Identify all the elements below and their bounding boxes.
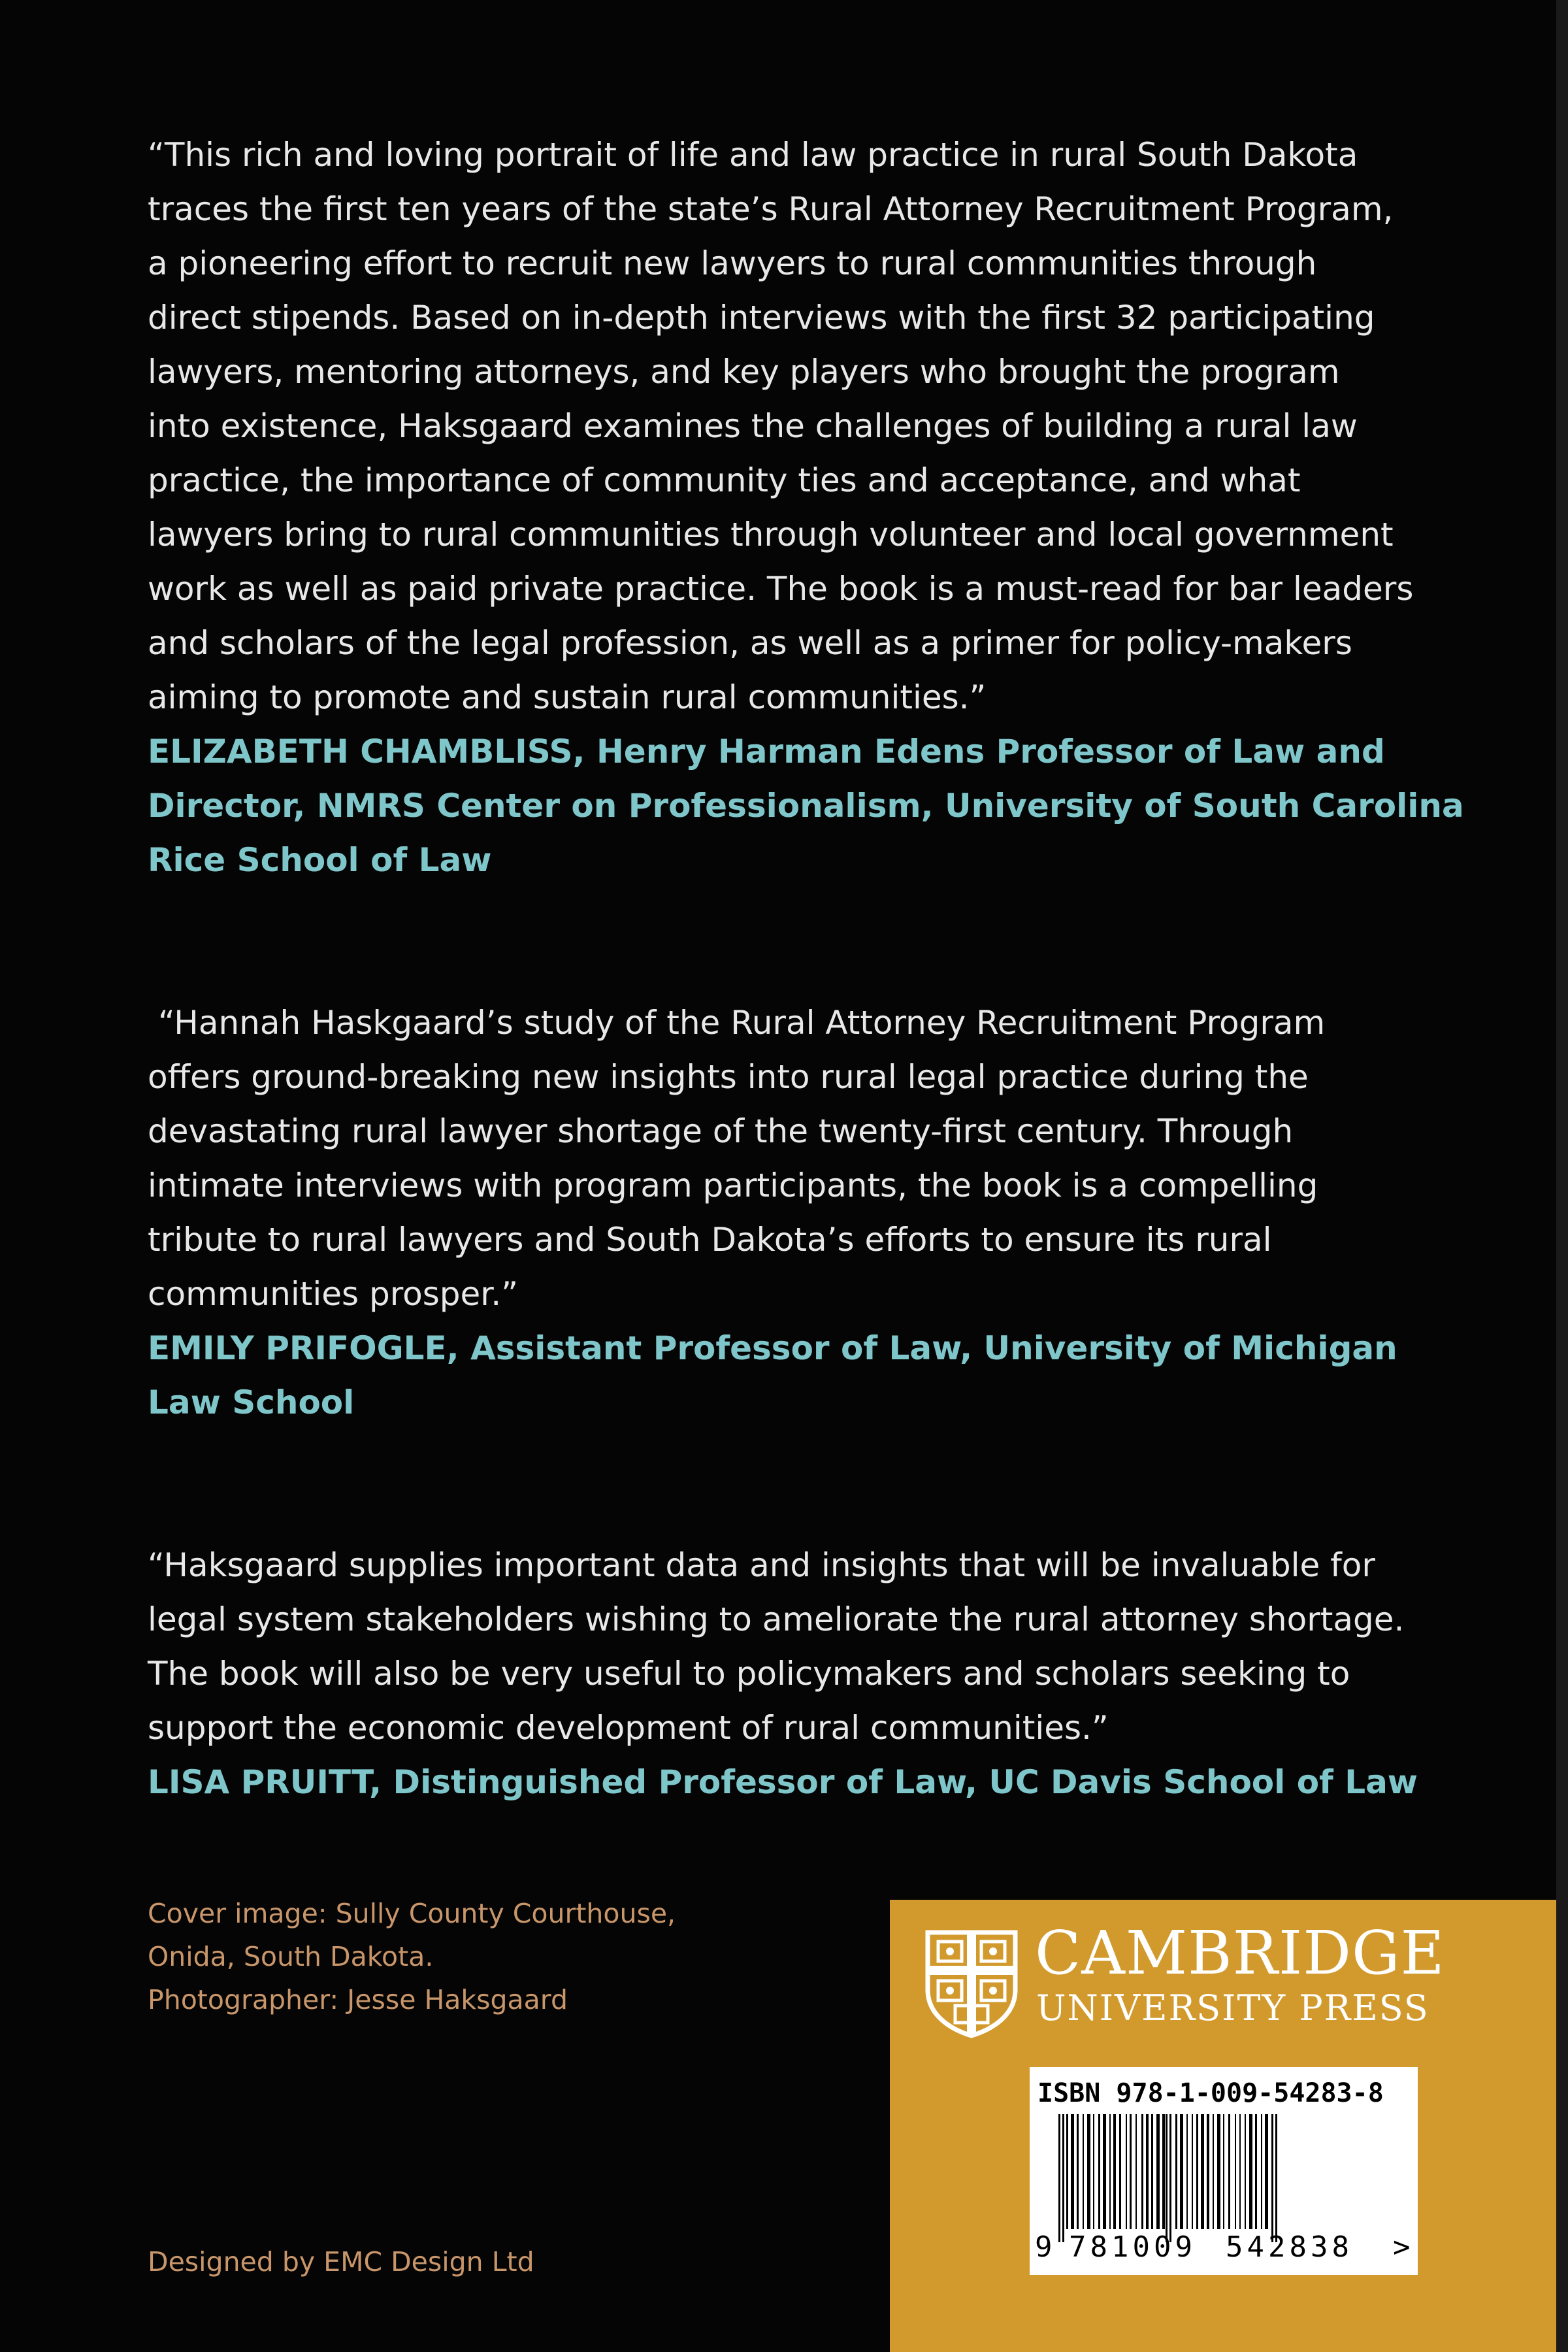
endorsement-quote xyxy=(148,996,1454,1321)
quote-line: communities prosper.” xyxy=(148,1275,519,1313)
barcode-bar xyxy=(1249,2114,1252,2229)
quote-line: support the economic development of rural communities.” xyxy=(148,1709,1109,1747)
quote-line: aiming to promote and sustain rural communities.” xyxy=(148,678,987,716)
attribution-line: ELIZABETH CHAMBLISS, Henry Harman Edens Professor of Law and xyxy=(148,733,1385,770)
spine-edge xyxy=(1556,0,1568,2352)
barcode-bar xyxy=(1201,2114,1204,2229)
barcode-bar xyxy=(1141,2114,1143,2229)
barcode-bar xyxy=(1071,2114,1074,2229)
barcode-bar xyxy=(1156,2114,1160,2229)
spacer xyxy=(148,887,1454,996)
quote-line: direct stipends. Based on in-depth interviews with the first 32 participating xyxy=(148,299,1375,337)
endorsements xyxy=(148,128,1464,1810)
credit-line: Onida, South Dakota. xyxy=(148,1941,434,1972)
barcode-bar xyxy=(1113,2114,1116,2229)
barcode-bar xyxy=(1180,2114,1183,2229)
cover-credits xyxy=(148,1892,676,2021)
barcode-digits-right: 542838 xyxy=(1226,2230,1353,2264)
quote-line: intimate interviews with program participants, the book is a compelling xyxy=(148,1167,1318,1204)
quote-line: legal system stakeholders wishing to ameliorate the rural attorney shortage. xyxy=(148,1600,1405,1638)
barcode-arrow: > xyxy=(1393,2230,1411,2264)
isbn-barcode xyxy=(1030,2067,1418,2275)
barcode-digit-first: 9 xyxy=(1035,2230,1053,2264)
barcode-bar xyxy=(1083,2114,1084,2229)
isbn-label: ISBN 978-1-009-54283-8 xyxy=(1037,2078,1384,2108)
quote-line: “This rich and loving portrait of life and law practice in rural South Dakota xyxy=(148,136,1358,174)
barcode-guard-bar xyxy=(1166,2114,1168,2242)
barcode-bar xyxy=(1213,2114,1214,2229)
endorsement-attribution xyxy=(148,725,1464,887)
quote-line: practice, the importance of community ties and acceptance, and what xyxy=(148,461,1301,499)
attribution-line: LISA PRUITT, Distinguished Professor of Law, UC Davis School of Law xyxy=(148,1763,1418,1801)
quote-line: traces the first ten years of the state’s Rural Attorney Recruitment Program, xyxy=(148,190,1394,228)
endorsement-quote xyxy=(148,1538,1454,1755)
barcode-bar xyxy=(1245,2114,1246,2229)
endorsement-attribution xyxy=(148,1755,1454,1810)
barcode-guard-bar xyxy=(1169,2114,1171,2242)
barcode-bar xyxy=(1066,2114,1068,2229)
attribution-line: Director, NMRS Center on Professionalism, University of South Carolina xyxy=(148,787,1464,825)
barcode-bar xyxy=(1146,2114,1149,2229)
barcode-bar xyxy=(1162,2114,1165,2229)
barcode-bar xyxy=(1119,2114,1121,2229)
publisher-panel xyxy=(890,1900,1556,2352)
barcode-bar xyxy=(1186,2114,1188,2229)
barcode-guard-bar xyxy=(1058,2114,1060,2242)
endorsement-quote xyxy=(148,128,1454,725)
barcode-bar xyxy=(1223,2114,1224,2229)
barcode-bar xyxy=(1126,2114,1127,2229)
barcode-bar xyxy=(1192,2114,1193,2229)
cambridge-shield-icon xyxy=(925,1930,1018,2038)
barcode-digits xyxy=(1030,2230,1418,2270)
barcode-bar xyxy=(1109,2114,1111,2229)
barcode-bar xyxy=(1103,2114,1106,2229)
quote-line: into existence, Haksgaard examines the challenges of building a rural law xyxy=(148,407,1358,445)
barcode-guard-bar xyxy=(1275,2114,1277,2242)
attribution-line: EMILY PRIFOGLE, Assistant Professor of Law, University of Michigan xyxy=(148,1329,1397,1367)
quote-line: a pioneering effort to recruit new lawyers to rural communities through xyxy=(148,244,1317,282)
barcode-bar xyxy=(1087,2114,1090,2229)
designer-credit: Designed by EMC Design Ltd xyxy=(148,2246,534,2277)
barcode-bar xyxy=(1135,2114,1137,2229)
endorsement-2 xyxy=(148,996,1454,1430)
quote-line: The book will also be very useful to policymakers and scholars seeking to xyxy=(148,1655,1350,1693)
endorsement-attribution xyxy=(148,1321,1454,1430)
quote-line: offers ground-breaking new insights into rural legal practice during the xyxy=(148,1058,1309,1096)
credit-line: Photographer: Jesse Haksgaard xyxy=(148,1984,568,2015)
barcode-bar xyxy=(1217,2114,1220,2229)
endorsement-3 xyxy=(148,1538,1454,1810)
credit-line: Cover image: Sully County Courthouse, xyxy=(148,1898,676,1929)
barcode-bar xyxy=(1239,2114,1241,2229)
barcode-bar xyxy=(1196,2114,1198,2229)
spacer xyxy=(148,1430,1454,1538)
quote-line: and scholars of the legal profession, as well as a primer for policy-makers xyxy=(148,624,1352,662)
barcode-bar xyxy=(1255,2114,1257,2229)
endorsement-1 xyxy=(148,128,1464,887)
quote-line: “Haksgaard supplies important data and insights that will be invaluable for xyxy=(148,1546,1375,1584)
quote-line: lawyers, mentoring attorneys, and key players who brought the program xyxy=(148,353,1340,391)
barcode-bar xyxy=(1093,2114,1094,2229)
barcode-bar xyxy=(1207,2114,1209,2229)
publisher-name: CAMBRIDGE xyxy=(1035,1918,1445,1988)
publisher-press: UNIVERSITY PRESS xyxy=(1036,1987,1429,2029)
quote-line: lawyers bring to rural communities through volunteer and local government xyxy=(148,516,1394,554)
barcode-bar xyxy=(1228,2114,1230,2229)
barcode-bar xyxy=(1175,2114,1177,2229)
attribution-line: Rice School of Law xyxy=(148,841,492,879)
barcode-bar xyxy=(1151,2114,1153,2229)
attribution-line: Law School xyxy=(148,1383,355,1421)
barcode-guard-bar xyxy=(1062,2114,1064,2242)
quote-line: tribute to rural lawyers and South Dakota’s efforts to ensure its rural xyxy=(148,1221,1272,1259)
barcode-bar xyxy=(1130,2114,1132,2229)
quote-line: “Hannah Haskgaard’s study of the Rural Attorney Recruitment Program xyxy=(148,1004,1326,1042)
quote-line: work as well as paid private practice. The book is a must-read for bar leaders xyxy=(148,570,1414,608)
barcode-bar xyxy=(1077,2114,1079,2229)
barcode-bar xyxy=(1235,2114,1236,2229)
barcode-bar xyxy=(1098,2114,1100,2229)
barcode-digits-left: 781009 xyxy=(1069,2230,1196,2264)
barcode-bar xyxy=(1265,2114,1268,2229)
barcode-bar xyxy=(1261,2114,1262,2229)
quote-line: devastating rural lawyer shortage of the twenty-first century. Through xyxy=(148,1112,1294,1150)
barcode-guard-bar xyxy=(1271,2114,1273,2242)
